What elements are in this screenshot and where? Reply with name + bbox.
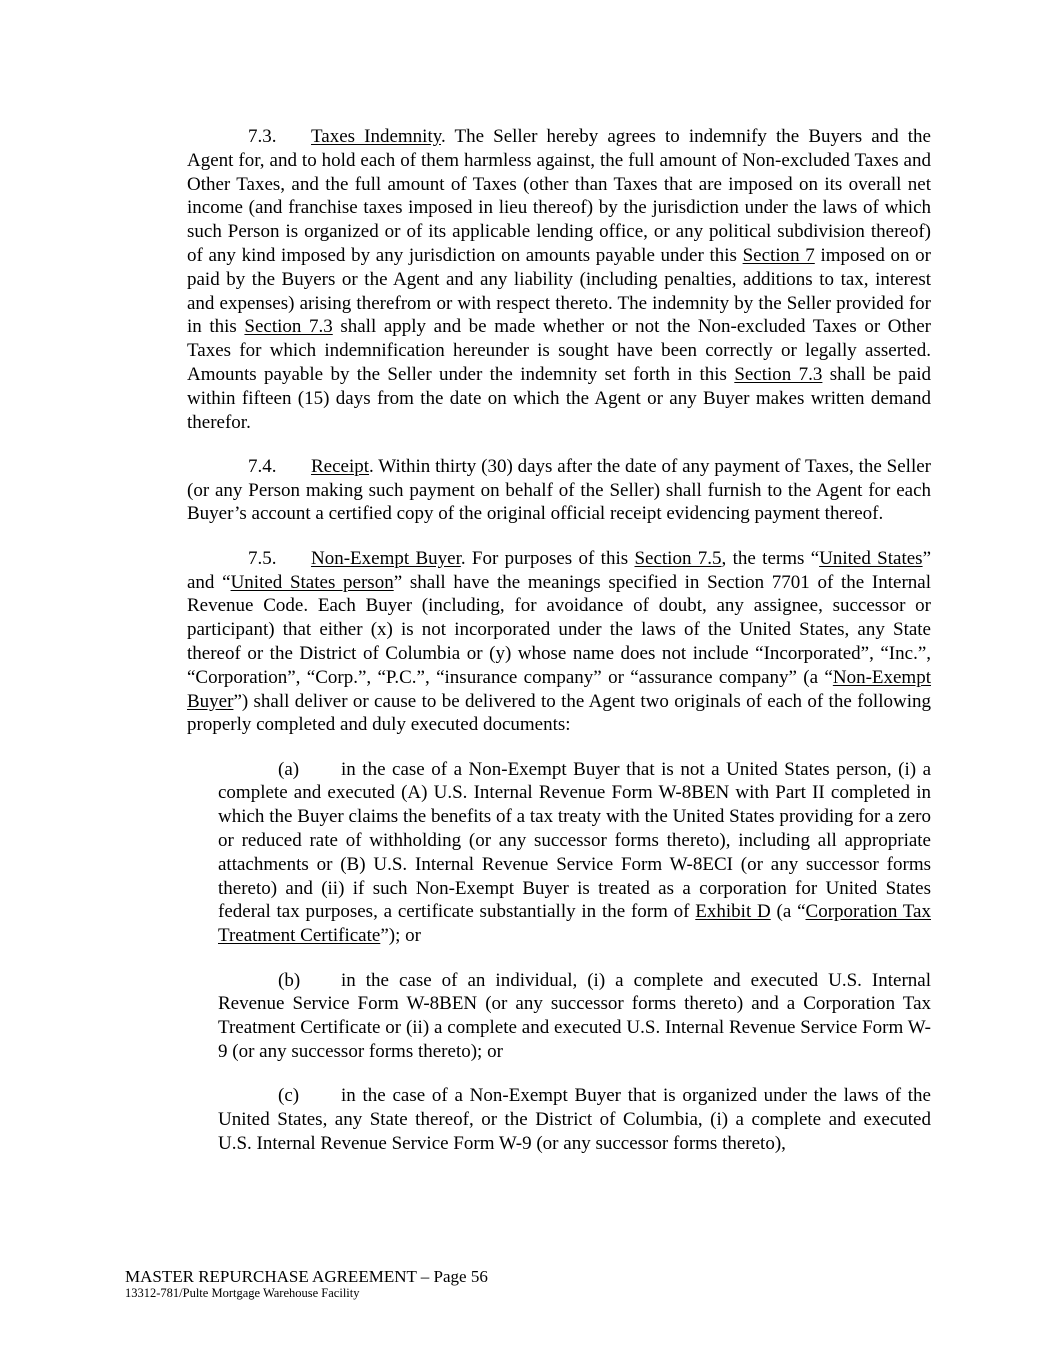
paragraph-text: in the case of a Non-Exempt Buyer that is organized under the laws of the United States, any State thereof, or the District of Columbia, (i) a complete and executed U.S. Internal Revenue Service Form W-9 (or any successor forms thereto),: [218, 1085, 931, 1154]
cross-reference: Section 7.5: [634, 547, 722, 569]
cross-reference: Corporation Tax Treatment Certificate: [218, 901, 931, 947]
page-footer: [125, 1267, 488, 1301]
section-number: 7.5.: [248, 547, 277, 569]
cross-reference: Non-Exempt Buyer: [187, 666, 931, 712]
paragraph-text: shall apply and be made whether or not the Non-excluded Taxes or Other Taxes for which indemnification hereunder is sought have been correctly or legally asserted. Amounts payable by the Seller under the indemnity set forth in this: [187, 316, 932, 385]
cross-reference: United States person: [230, 571, 394, 593]
paragraph-text: ”) shall deliver or cause to be delivered to the Agent two originals of each of the following properly completed and duly executed documents:: [187, 690, 931, 736]
cross-reference: Section 7.3: [244, 316, 333, 338]
paragraph-text: . Within thirty (30) days after the date of any payment of Taxes, the Seller (or any Person making such payment on behalf of the Seller) shall furnish to the Agent for each Buyer’s account a certified copy of the original official receipt evidencing payment thereof.: [187, 455, 931, 525]
subsection-paragraph: [218, 1084, 931, 1155]
paragraph-text: in the case of a Non-Exempt Buyer that is not a United States person, (i) a complete and executed (A) U.S. Internal Revenue Form W-8BEN with Part II completed in which the Buyer claims the benefits of a tax treaty with the United States providing for a zero or reduced rate of withholding (or any successor forms thereto), including all appropriate attachments or (B) U.S. Internal Revenue Service Form W-8ECI (or any successor forms thereto) and (ii) if such Non-Exempt Buyer is treated as a corporation for United States federal tax purposes, a certificate substantially in the form of: [218, 758, 931, 923]
paragraph-text: (a “: [770, 901, 806, 923]
cross-reference: Non-Exempt Buyer: [311, 547, 461, 569]
section-number: (c): [278, 1085, 300, 1107]
subsection-paragraph: [218, 969, 931, 1064]
paragraph-text: shall be paid within fifteen (15) days from the date on which the Agent or any Buyer makes written demand therefor.: [187, 363, 931, 433]
cross-reference: Taxes Indemnity: [311, 126, 441, 147]
paragraph-text: in the case of an individual, (i) a complete and executed U.S. Internal Revenue Service Form W-8BEN (or any successor forms thereto) and a Corporation Tax Treatment Certificate or (ii) a complete and executed U.S. Internal Revenue Service Form W-9 (or any successor forms thereto); or: [218, 969, 931, 1062]
paragraph-text: , the terms “: [721, 547, 820, 569]
section-number: 7.4.: [248, 455, 277, 477]
section-paragraph: [187, 455, 931, 526]
section-number: 7.3.: [248, 126, 277, 147]
cross-reference: Exhibit D: [695, 901, 771, 923]
section-paragraph: [187, 125, 931, 434]
paragraph-text: . For purposes of this: [460, 547, 635, 569]
paragraph-text: imposed on or paid by the Buyers or the Agent and any liability (including penalties, additions to tax, interest and expenses) arising therefrom or with respect thereto. The indemnity by the Seller provided for in this: [187, 244, 931, 338]
section-paragraph: [187, 547, 931, 737]
document-body: [187, 125, 931, 1176]
footer-title: MASTER REPURCHASE AGREEMENT – Page 56: [125, 1267, 488, 1286]
section-number: (a): [278, 758, 300, 780]
paragraph-text: . The Seller hereby agrees to indemnify the Buyers and the Agent for, and to hold each of them harmless against, the full amount of Non-excluded Taxes and Other Taxes, and the full amount of Taxes (other than Taxes that are imposed on its overall net income (and franchise taxes imposed in lieu thereof) by the jurisdiction under the laws of which such Person is organized or of its applicable lending office, or any political subdivision thereof) of any kind imposed by any jurisdiction on amounts payable under this: [187, 126, 931, 266]
cross-reference: Section 7.3: [734, 363, 823, 385]
subsection-paragraph: [218, 758, 931, 948]
cross-reference: Receipt: [311, 455, 370, 477]
paragraph-text: ”); or: [380, 925, 421, 947]
cross-reference: Section 7: [742, 244, 815, 266]
paragraph-text: ” shall have the meanings specified in Section 7701 of the Internal Revenue Code. Each Buyer (including, for avoidance of doubt, any assignee, successor or participant) that either (x) is not incorporated under the laws of the United States, any State thereof or the District of Columbia or (y) whose name does not include “Incorporated”, “Inc.”, “Corporation”, “Corp.”, “P.C.”, “insurance company” or “assurance company” (a “: [187, 571, 931, 688]
section-number: (b): [278, 969, 301, 991]
cross-reference: United States: [819, 547, 923, 569]
paragraph-text: ” and “: [187, 547, 932, 593]
footer-doc-id: 13312-781/Pulte Mortgage Warehouse Facility: [125, 1286, 360, 1300]
